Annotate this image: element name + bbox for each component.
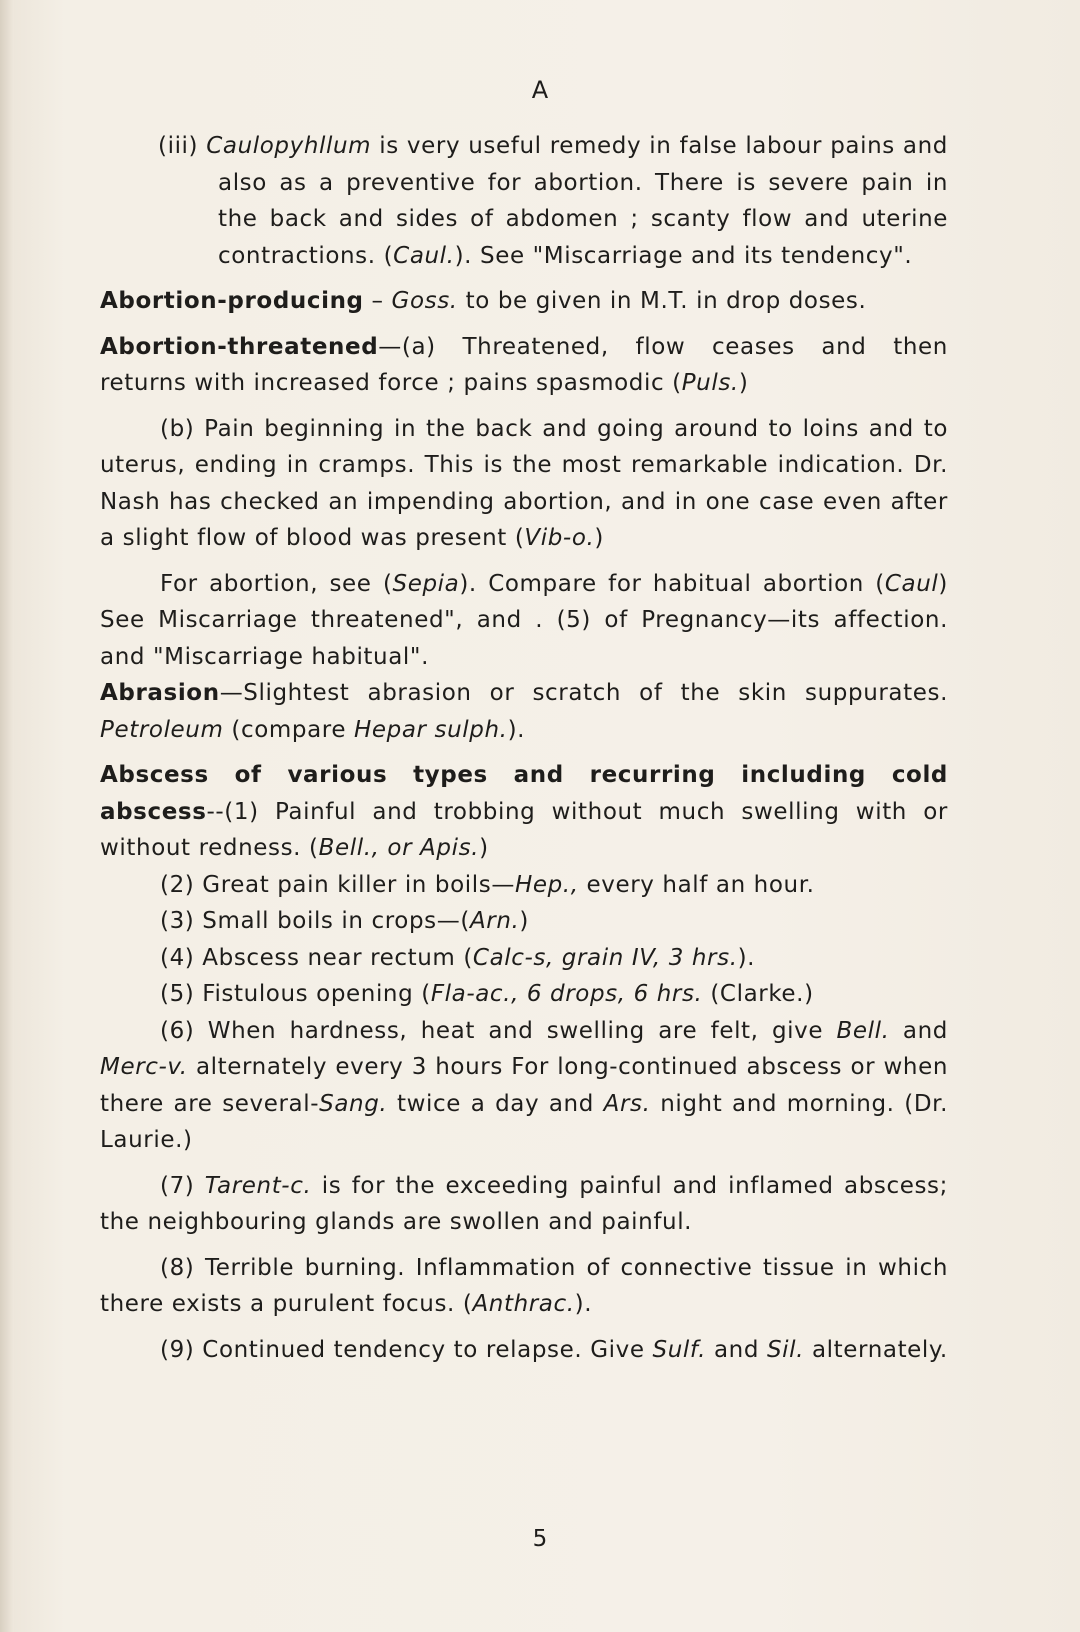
entry-abortion-threatened: Abortion-threatened—(a) Threatened, flow ceases and then returns with increased force ; pains spasmodic (Puls.)	[100, 333, 948, 396]
entry-abscess: Abscess of various types and recurring including cold abscess--(1) Painful and trobbing without much swelling with or without redness. (Bell., or Apis.)	[100, 762, 948, 861]
page-body	[100, 128, 948, 1368]
abscess-item-2: (2) Great pain killer in boils—Hep., every half an hour.	[160, 871, 815, 898]
entry-caulophyllum: (iii) Caulopyhllum is very useful remedy in false labour pains and also as a preventive for abortion. There is severe pain in the back and sides of abdomen ; scanty flow and uterine contractions. (Caul.). See "Miscarriage and its tendency".	[158, 133, 949, 269]
abortion-see-also: For abortion, see (Sepia). Compare for habitual abortion (Caul) See Miscarriage threatened", and . (5) of Pregnancy—its affection. and "Miscarriage habitual".	[100, 570, 948, 670]
abortion-threatened-b: (b) Pain beginning in the back and going around to loins and to uterus, ending in cramps. This is the most remarkable indication. Dr. Nash has checked an impending abortion, and in one case even after a slight flow of blood was present (Vib-o.)	[100, 415, 948, 551]
page-binding-edge	[0, 0, 14, 1632]
abscess-item-7: (7) Tarent-c. is for the exceeding painful and inflamed abscess; the neighbouring glands are swollen and painful.	[100, 1172, 948, 1235]
entry-abrasion: Abrasion—Slightest abrasion or scratch of the skin suppurates. Petroleum (compare Hepar sulph.).	[100, 680, 948, 743]
abscess-item-3: (3) Small boils in crops—(Arn.)	[160, 908, 529, 934]
entry-abortion-producing: Abortion-producing – Goss. to be given in M.T. in drop doses.	[100, 288, 867, 314]
abscess-item-8: (8) Terrible burning. Inflammation of connective tissue in which there exists a purulent focus. (Anthrac.).	[100, 1254, 948, 1317]
section-letter: A	[531, 76, 549, 104]
abscess-item-5: (5) Fistulous opening (Fla-ac., 6 drops, 6 hrs. (Clarke.)	[160, 981, 814, 1007]
abscess-item-9: (9) Continued tendency to relapse. Give Sulf. and Sil. alternately.	[160, 1336, 948, 1363]
page-number: 5	[532, 1526, 548, 1552]
abscess-item-4: (4) Abscess near rectum (Calc-s, grain IV, 3 hrs.).	[160, 944, 756, 971]
abscess-item-6: (6) When hardness, heat and swelling are felt, give Bell. and Merc-v. alternately every 3 hours For long-continued abscess or when there are several-Sang. twice a day and Ars. night and morning. (Dr. Laurie.)	[100, 1017, 948, 1153]
